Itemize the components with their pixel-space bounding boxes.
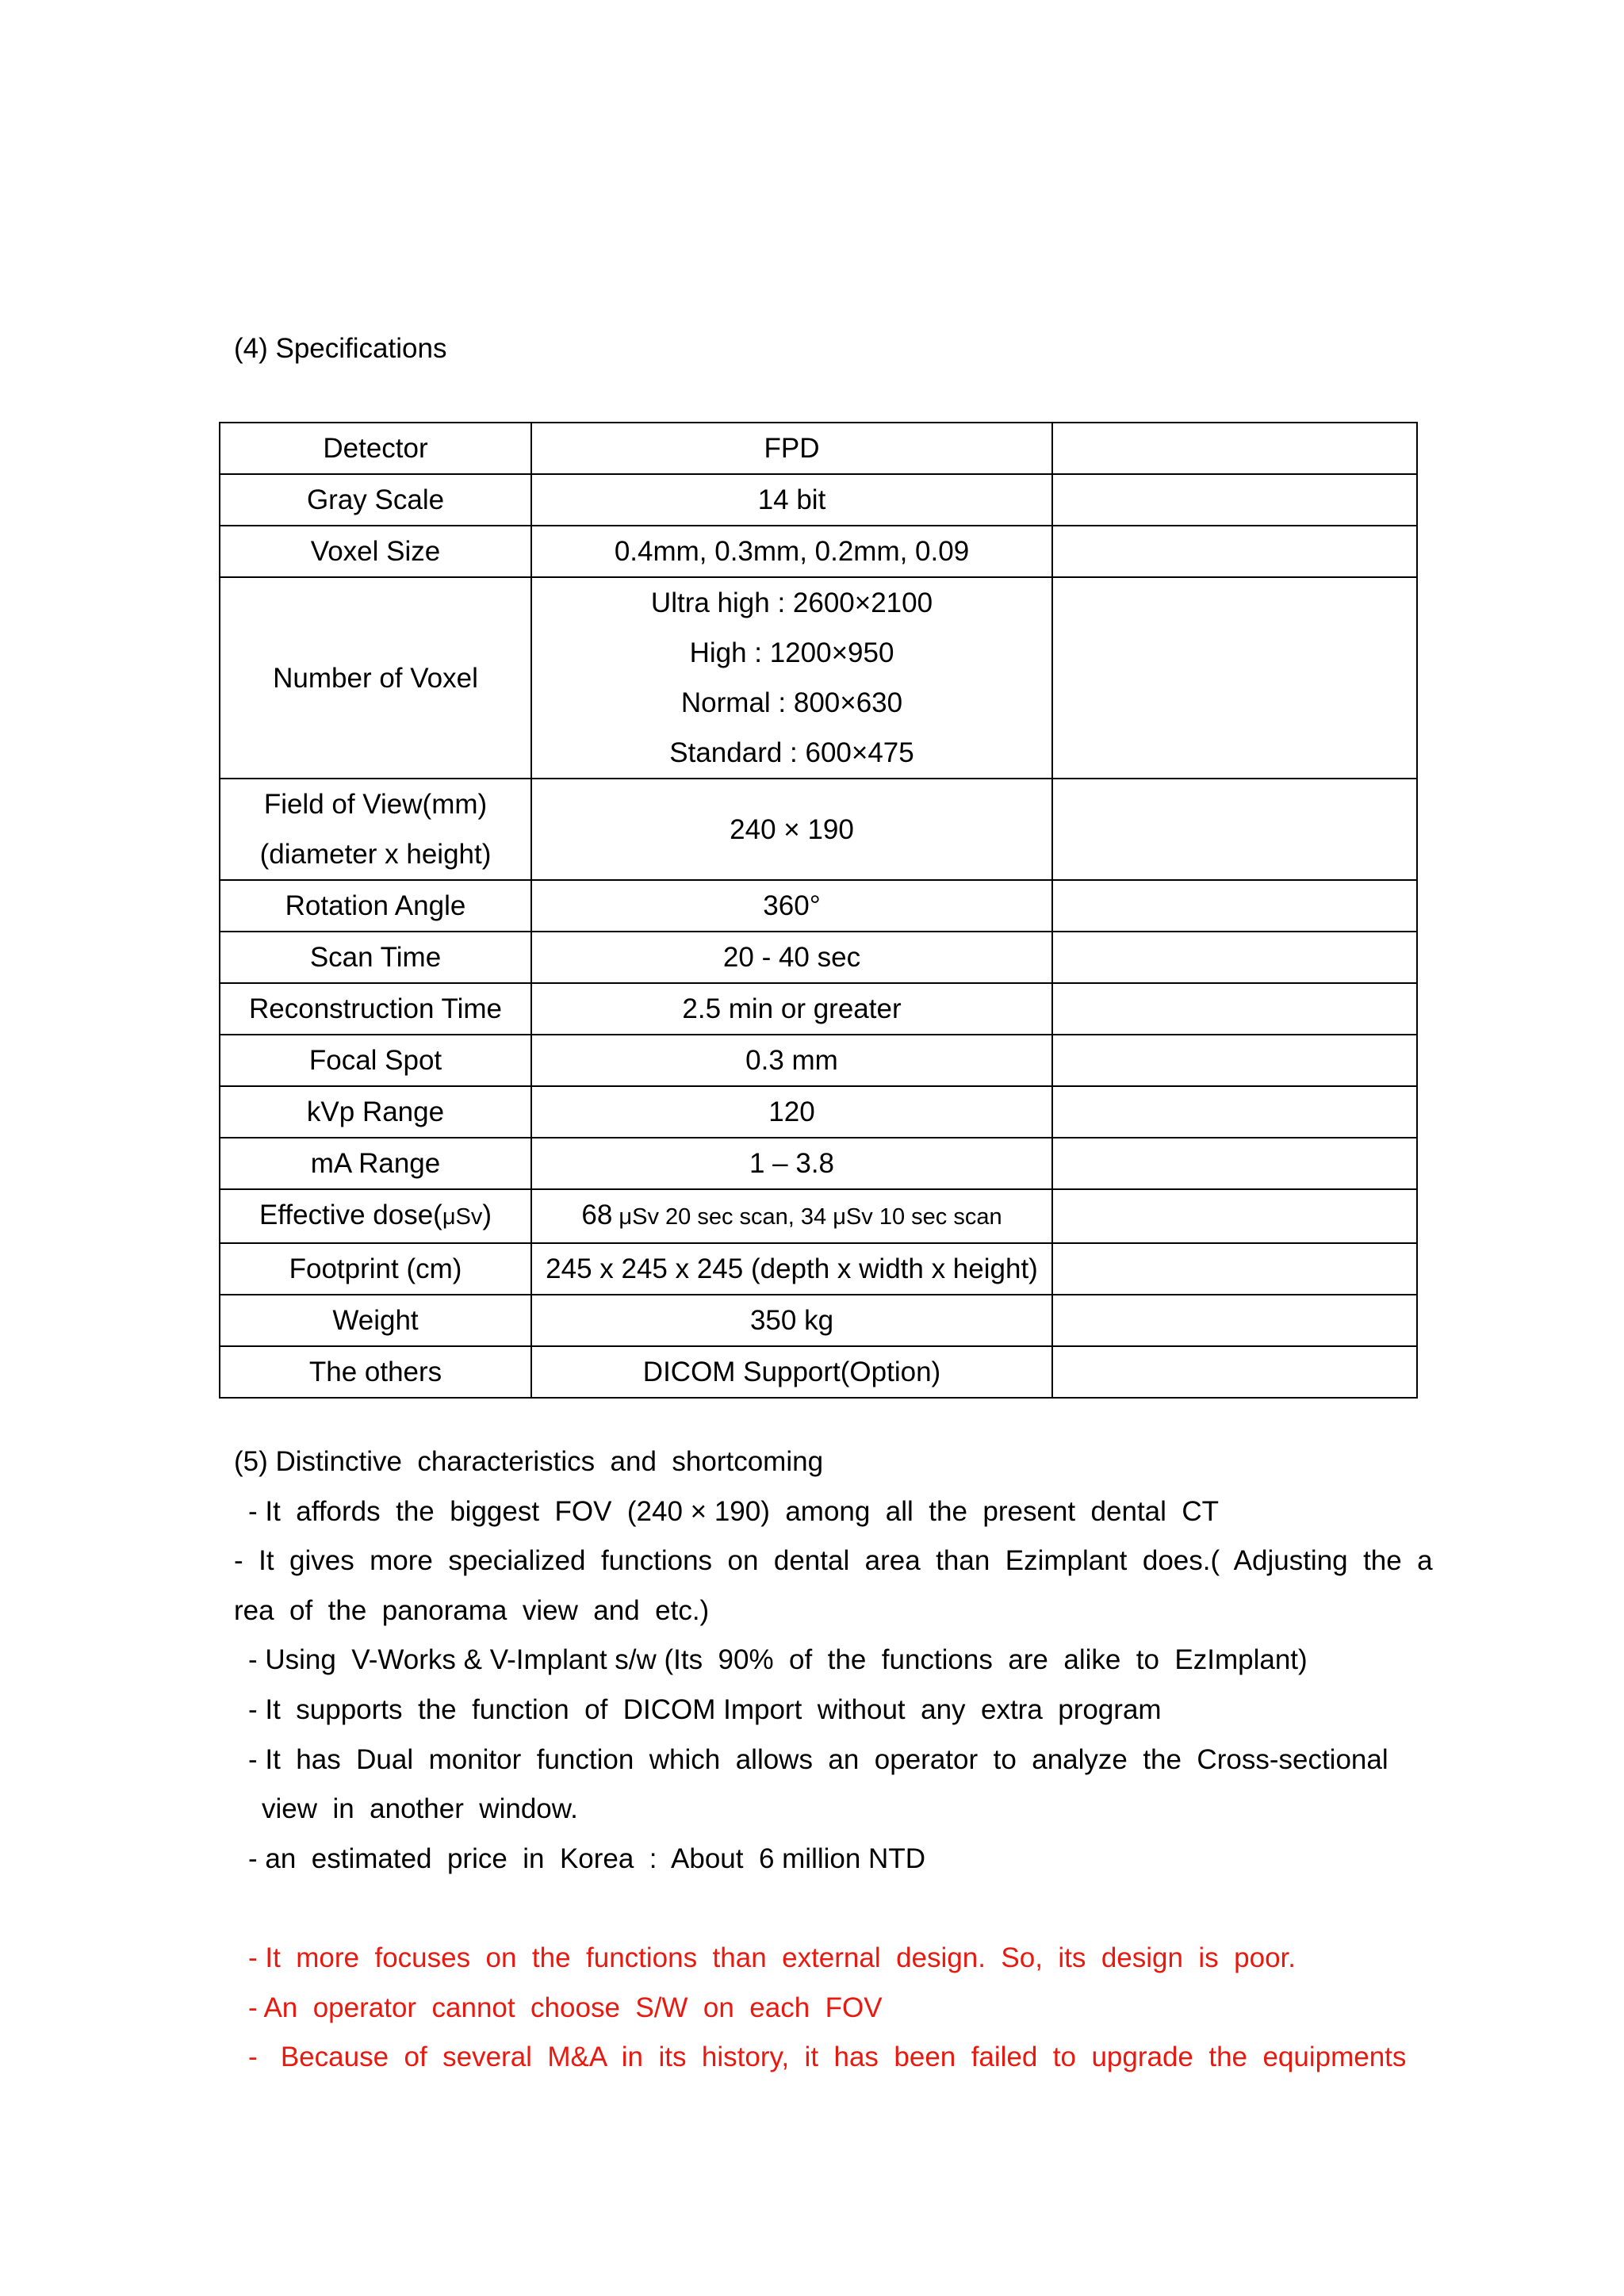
spec-note (1052, 526, 1417, 577)
spec-label-line: (diameter x height) (259, 839, 492, 870)
characteristic-item: - an estimated price in Korea : About 6 million NTD (248, 1843, 925, 1874)
spec-label: Weight (220, 1295, 531, 1346)
characteristics-heading: (5) Distinctive characteristics and shortcoming (234, 1446, 824, 1477)
spec-note (1052, 1295, 1417, 1346)
spec-note (1052, 1035, 1417, 1086)
spec-label: Footprint (cm) (220, 1243, 531, 1295)
table-row (220, 423, 1417, 474)
table-row (220, 1189, 1417, 1243)
spec-value: 20 - 40 sec (531, 932, 1052, 983)
spec-value-line: Normal : 800×630 (680, 687, 903, 718)
spec-note (1052, 779, 1417, 880)
table-row (220, 1035, 1417, 1086)
spec-value-number: 68 (581, 1200, 613, 1230)
table-row (220, 1295, 1417, 1346)
characteristic-item: - It gives more specialized functions on dental area than Ezimplant does.( Adjusting the a (234, 1545, 1433, 1577)
table-row (220, 577, 1417, 779)
table-row (220, 779, 1417, 880)
spec-label: Reconstruction Time (220, 983, 531, 1035)
characteristic-item: - It supports the function of DICOM Import without any extra program (248, 1693, 1162, 1725)
characteristic-item-continuation: view in another window. (262, 1793, 578, 1825)
table-row (220, 880, 1417, 932)
spec-value: 2.5 min or greater (531, 983, 1052, 1035)
characteristic-item: - Using V-Works & V-Implant s/w (Its 90% of the functions are alike to EzImplant) (248, 1644, 1308, 1676)
spec-value-detail: μSv 20 sec scan, 34 μSv 10 sec scan (612, 1204, 1002, 1230)
spec-label-line: Field of View(mm) (263, 789, 488, 820)
spec-note (1052, 1189, 1417, 1243)
spec-label: Voxel Size (220, 526, 531, 577)
section-title: (4) Specifications (234, 333, 447, 364)
spec-value: 360° (531, 880, 1052, 932)
spec-label: Scan Time (220, 932, 531, 983)
spec-note (1052, 880, 1417, 932)
spec-label: Rotation Angle (220, 880, 531, 932)
spec-note (1052, 932, 1417, 983)
characteristic-item: - It has Dual monitor function which allows an operator to analyze the Cross-sectional (248, 1743, 1388, 1775)
spec-value: 0.4mm, 0.3mm, 0.2mm, 0.09 (531, 526, 1052, 577)
spec-value: FPD (531, 423, 1052, 474)
table-row (220, 932, 1417, 983)
spec-value: 0.3 mm (531, 1035, 1052, 1086)
spec-note (1052, 1138, 1417, 1189)
characteristics-section (234, 1437, 1433, 2083)
spec-note (1052, 1243, 1417, 1295)
spec-label: Number of Voxel (220, 577, 531, 779)
table-row (220, 526, 1417, 577)
spec-value-line: High : 1200×950 (689, 637, 894, 668)
spec-note (1052, 474, 1417, 526)
table-row (220, 1086, 1417, 1138)
spec-note (1052, 1086, 1417, 1138)
spec-note (1052, 423, 1417, 474)
spec-label: kVp Range (220, 1086, 531, 1138)
spec-label: mA Range (220, 1138, 531, 1189)
characteristic-item-continuation: rea of the panorama view and etc.) (234, 1594, 710, 1626)
spec-value-line: Standard : 600×475 (669, 737, 914, 768)
spec-label-end: ) (482, 1200, 492, 1230)
spec-value: 245 x 245 x 245 (depth x width x height) (531, 1243, 1052, 1295)
spec-label: Focal Spot (220, 1035, 531, 1086)
table-row (220, 1138, 1417, 1189)
characteristic-item: - It affords the biggest FOV (240 × 190) among all the present dental CT (248, 1495, 1220, 1527)
specifications-table (219, 422, 1418, 1399)
spec-label-unit: μSv (442, 1204, 483, 1230)
spec-label: Gray Scale (220, 474, 531, 526)
spec-value: 14 bit (531, 474, 1052, 526)
spec-label: Detector (220, 423, 531, 474)
spec-label-text: Effective dose( (259, 1200, 442, 1230)
spec-note (1052, 983, 1417, 1035)
table-row (220, 1243, 1417, 1295)
spec-value-stack (531, 577, 1052, 779)
spec-value: 120 (531, 1086, 1052, 1138)
spec-value: 350 kg (531, 1295, 1052, 1346)
spec-label (220, 1189, 531, 1243)
spacer (234, 1884, 1408, 1934)
shortcoming-item: - Because of several M&A in its history, it has been failed to upgrade the equipments (248, 2042, 1407, 2073)
spec-note (1052, 577, 1417, 779)
shortcoming-item: - An operator cannot choose S/W on each FOV (248, 1992, 883, 2023)
table-row (220, 1346, 1417, 1398)
spec-note (1052, 1346, 1417, 1398)
spec-value: 240 × 190 (531, 779, 1052, 880)
shortcoming-item: - It more focuses on the functions than external design. So, its design is poor. (248, 1942, 1296, 1973)
spec-value (531, 1189, 1052, 1243)
spec-label-stack (220, 779, 531, 880)
spec-value: DICOM Support(Option) (531, 1346, 1052, 1398)
table-row (220, 474, 1417, 526)
table-row (220, 983, 1417, 1035)
spec-value: 1 – 3.8 (531, 1138, 1052, 1189)
spec-value-line: Ultra high : 2600×2100 (650, 587, 933, 618)
spec-label: The others (220, 1346, 531, 1398)
